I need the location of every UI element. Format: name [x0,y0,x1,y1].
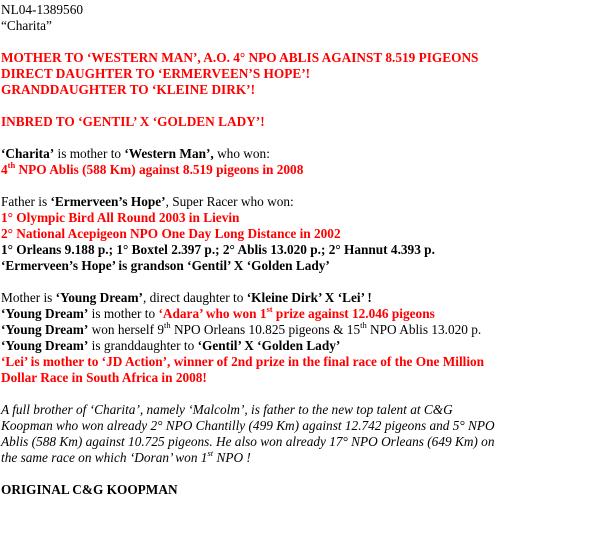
brother-line-1: A full brother of ‘Charita’, namely ‘Malcolm’, is father to the new top talent at C&G [1,402,453,417]
headline-line-2: DIRECT DAUGHTER TO ‘ERMERVEEN’S HOPE’! [1,66,311,81]
spacer [1,466,591,482]
pigeon-name: “Charita” [1,18,52,33]
mother-line-3: ‘Young Dream’ won herself 9th NPO Orleans 10.825 pigeons & 15th NPO Ablis 13.020 p. [1,319,482,337]
father-lineage: ‘Ermerveen’s Hope’ is grandson ‘Gentil’ X ‘Golden Lady’ [1,258,330,273]
spacer [1,98,591,114]
brother-line-3: Ablis (588 Km) against 10.725 pigeons. He also won already 17° NPO Orleans (649 Km) on [1,434,495,449]
headline-line-1: MOTHER TO ‘WESTERN MAN’, A.O. 4° NPO ABLIS AGAINST 8.519 PIGEONS [1,50,479,65]
spacer [1,34,591,50]
spacer [1,130,591,146]
inbred-line: INBRED TO ‘GENTIL’ X ‘GOLDEN LADY’! [1,114,265,129]
son-intro-line: ‘Charita’ is mother to ‘Western Man’, who won: [1,146,270,161]
father-result-1: 1° Olympic Bird All Round 2003 in Lievin [1,210,240,225]
brother-line-4: the same race on which ‘Doran’ won 1st NPO ! [1,447,251,465]
son-result-line: 4th NPO Ablis (588 Km) against 8.519 pigeons in 2008 [1,159,304,177]
mother-intro-line: Mother is ‘Young Dream’, direct daughter to ‘Kleine Dirk’ X ‘Lei’ ! [1,290,372,305]
mother-line-2: ‘Young Dream’ is mother to ‘Adara’ who won 1st prize against 12.046 pigeons [1,303,435,321]
father-result-3: 1° Orleans 9.188 p.; 1° Boxtel 2.397 p.; 2° Ablis 13.020 p.; 2° Hannut 4.393 p. [1,242,435,257]
mother-line-6: Dollar Race in South Africa in 2008! [1,370,207,385]
father-intro-line: Father is ‘Ermerveen’s Hope’, Super Racer who won: [1,194,294,209]
mother-line-5: ‘Lei’ is mother to ‘JD Action’, winner of 2nd prize in the final race of the One Million [1,354,485,369]
spacer [1,274,591,290]
spacer [1,386,591,402]
mother-line-4: ‘Young Dream’ is granddaughter to ‘Gentil’ X ‘Golden Lady’ [1,338,341,353]
brother-line-2: Koopman who won already 2° NPO Chantilly (499 Km) against 12.742 pigeons and 5° NPO [1,418,495,433]
ring-number: NL04-1389560 [1,2,83,17]
spacer [1,178,591,194]
footer-credit: ORIGINAL C&G KOOPMAN [1,482,178,497]
headline-line-3: GRANDDAUGHTER TO ‘KLEINE DIRK’! [1,82,256,97]
father-result-2: 2° National Acepigeon NPO One Day Long Distance in 2002 [1,226,341,241]
